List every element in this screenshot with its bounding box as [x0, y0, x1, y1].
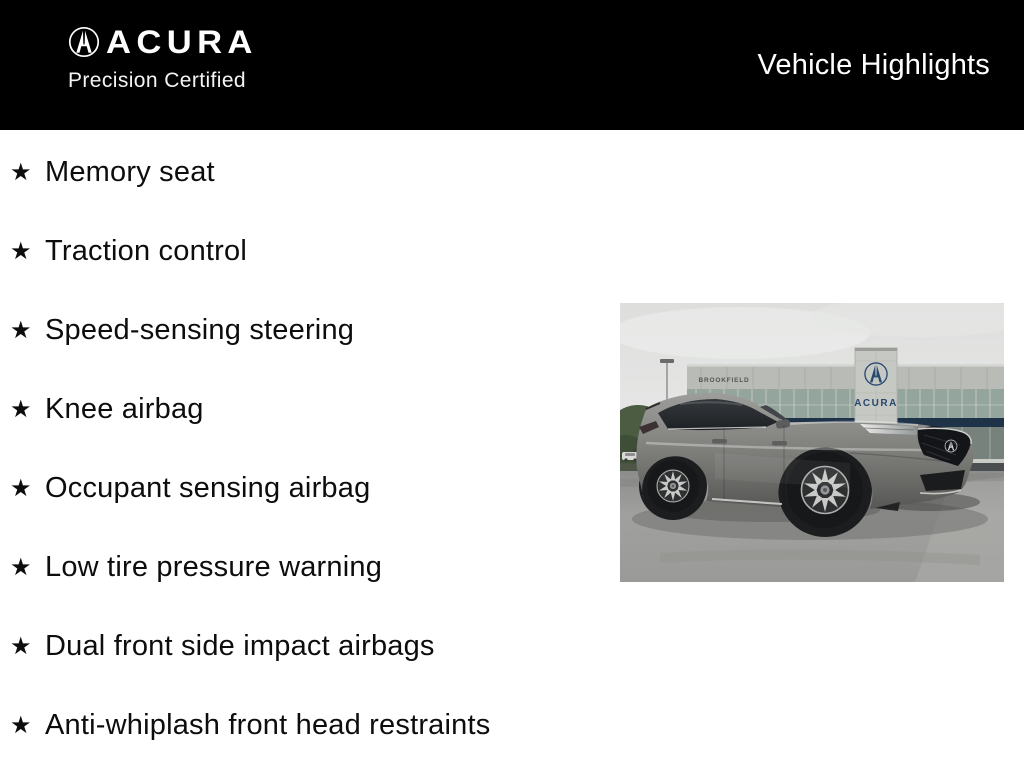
- vehicle-photo: [620, 303, 1004, 582]
- list-item: [10, 291, 490, 370]
- header-bar: [0, 0, 1024, 130]
- list-item: [10, 133, 490, 212]
- star-bullet-icon: ★: [10, 631, 32, 660]
- list-item: [10, 212, 490, 291]
- star-bullet-icon: ★: [10, 157, 32, 186]
- building-sign-label: BROOKFIELD: [698, 377, 750, 384]
- list-item: [10, 528, 490, 607]
- star-bullet-icon: ★: [10, 552, 32, 581]
- star-bullet-icon: ★: [10, 394, 32, 423]
- list-item: [10, 449, 490, 528]
- item-label: Anti-whiplash front head restraints: [45, 709, 491, 741]
- item-label: Dual front side impact airbags: [45, 630, 435, 662]
- brand-tagline: Precision Certified: [68, 69, 246, 92]
- page-title: Vehicle Highlights: [757, 49, 990, 81]
- star-bullet-icon: ★: [10, 473, 32, 502]
- brand-wordmark: ACURA: [106, 24, 258, 60]
- star-bullet-icon: ★: [10, 236, 32, 265]
- rear-wheel: [647, 460, 699, 512]
- item-label: Memory seat: [45, 156, 215, 188]
- star-bullet-icon: ★: [10, 315, 32, 344]
- item-label: Occupant sensing airbag: [45, 472, 371, 504]
- item-label: Knee airbag: [45, 393, 204, 425]
- item-label: Low tire pressure warning: [45, 551, 383, 583]
- pillar-acura-label: ACURA: [854, 398, 898, 409]
- highlights-list: [0, 133, 490, 765]
- list-item: [10, 370, 490, 449]
- brand-block: [68, 24, 258, 93]
- list-item: [10, 686, 490, 765]
- acura-caliper-icon: [68, 26, 100, 58]
- item-label: Traction control: [45, 235, 247, 267]
- vehicle-photo-illustration: [620, 303, 1004, 582]
- item-label: Speed-sensing steering: [45, 314, 355, 346]
- list-item: [10, 607, 490, 686]
- star-bullet-icon: ★: [10, 710, 32, 739]
